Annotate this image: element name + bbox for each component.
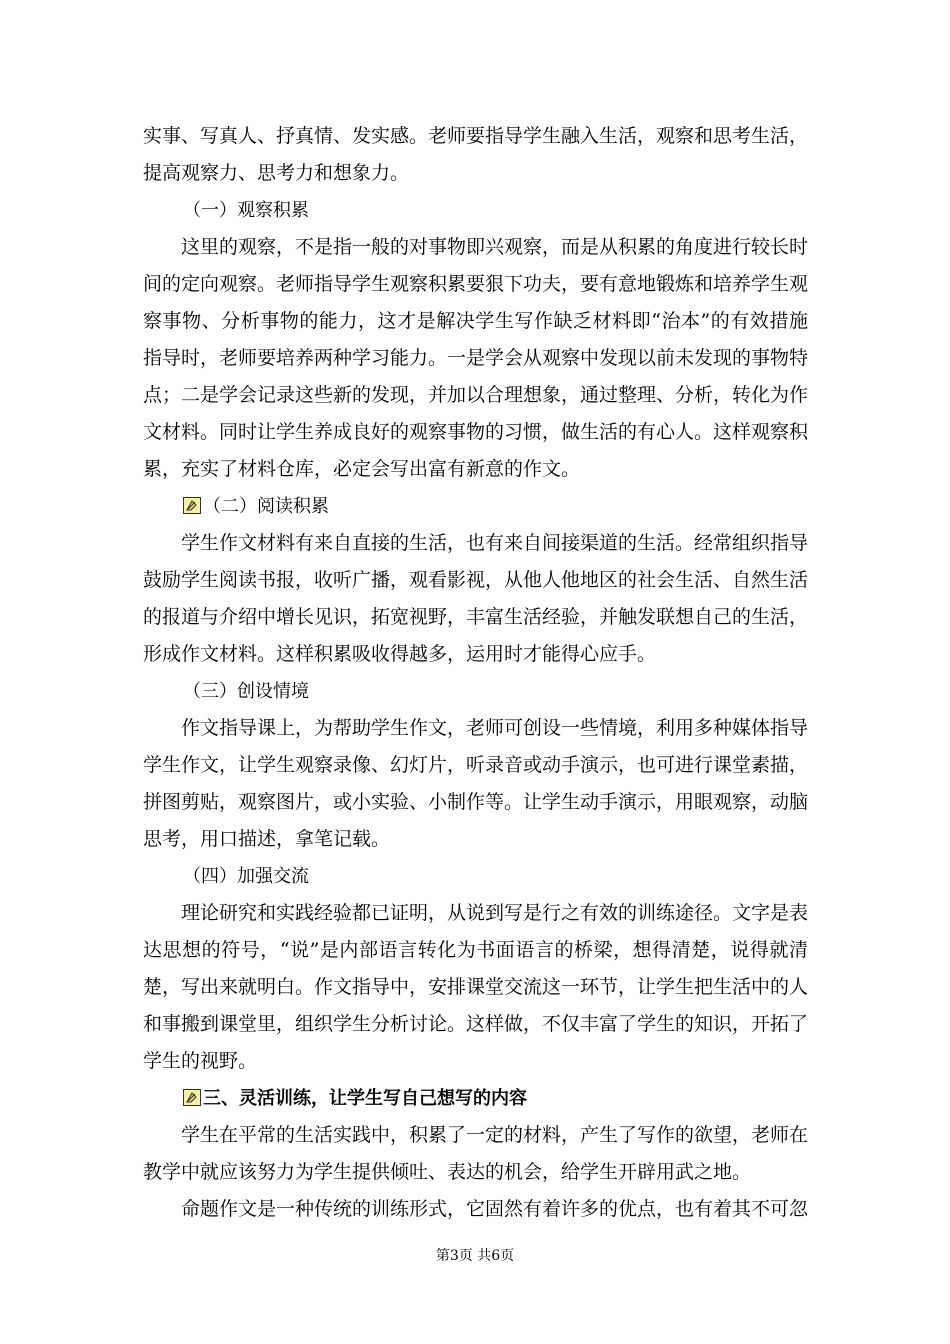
heading-reading-row: [143, 488, 808, 525]
heading-training-row: [143, 1080, 808, 1117]
heading-exchange: （四）加强交流: [183, 866, 309, 887]
heading-observation: （一）观察积累: [183, 200, 309, 221]
heading-reading: （二）阅读积累: [203, 496, 329, 517]
anchor-marker-icon[interactable]: [183, 497, 201, 514]
paragraph-observation: 这里的观察，不是指一般的对事物即兴观察，而是从积累的角度进行较长时间的定向观察。老师指导学生观察积累要狠下功夫，要有意地锻炼和培养学生观察事物、分析事物的能力，这才是解决学生写作缺乏材料即“治本”的有效措施指导时，老师要培养两种学习能力。一是学会从观察中发现以前未发现的事物特点；二是学会记录这些新的发现，并加以合理想象，通过整理、分析，转化为作文材料。同时让学生养成良好的观察事物的习惯，做生活的有心人。这样观察积累，充实了材料仓库，必定会写出富有新意的作文。: [143, 236, 809, 480]
paragraph-training: 学生在平常的生活实践中，积累了一定的材料，产生了写作的欲望，老师在教学中就应该努力为学生提供倾吐、表达的机会，给学生开辟用武之地。: [143, 1124, 809, 1183]
anchor-marker-icon[interactable]: [183, 1089, 201, 1106]
heading-training: 三、灵活训练，让学生写自己想写的内容: [203, 1088, 527, 1109]
heading-scenario: （三）创设情境: [183, 681, 309, 702]
document-body: [143, 118, 808, 1228]
paragraph-exchange: 理论研究和实践经验都已证明，从说到写是行之有效的训练途径。文字是表达思想的符号，“说”是内部语言转化为书面语言的桥梁，想得清楚，说得就清楚，写出来就明白。作文指导中，安排课堂交流这一环节，让学生把生活中的人和事搬到课堂里，组织学生分析讨论。这样做，不仅丰富了学生的知识，开拓了学生的视野。: [143, 902, 809, 1072]
paragraph-reading: 学生作文材料有来自直接的生活，也有来自间接渠道的生活。经常组织指导鼓励学生阅读书报，收听广播，观看影视，从他人他地区的社会生活、自然生活的报道与介绍中增长见识，拓宽视野，丰富生活经验，并触发联想自己的生活，形成作文材料。这样积累吸收得越多，运用时才能得心应手。: [143, 532, 809, 665]
paragraph-scenario: 作文指导课上，为帮助学生作文，老师可创设一些情境，利用多种媒体指导学生作文，让学生观察录像、幻灯片，听录音或动手演示，也可进行课堂素描，拼图剪贴，观察图片，或小实验、小制作等。让学生动手演示，用眼观察，动脑思考，用口描述，拿笔记载。: [143, 717, 809, 850]
paragraph-topic-essay: 命题作文是一种传统的训练形式，它固然有着许多的优点，也有着其不可忽: [181, 1198, 809, 1220]
paragraph-intro: 实事、写真人、抒真情、发实感。老师要指导学生融入生活，观察和思考生活，提高观察力、思考力和想象力。: [143, 125, 809, 184]
page-footer: 第3页 共6页: [435, 1248, 515, 1264]
